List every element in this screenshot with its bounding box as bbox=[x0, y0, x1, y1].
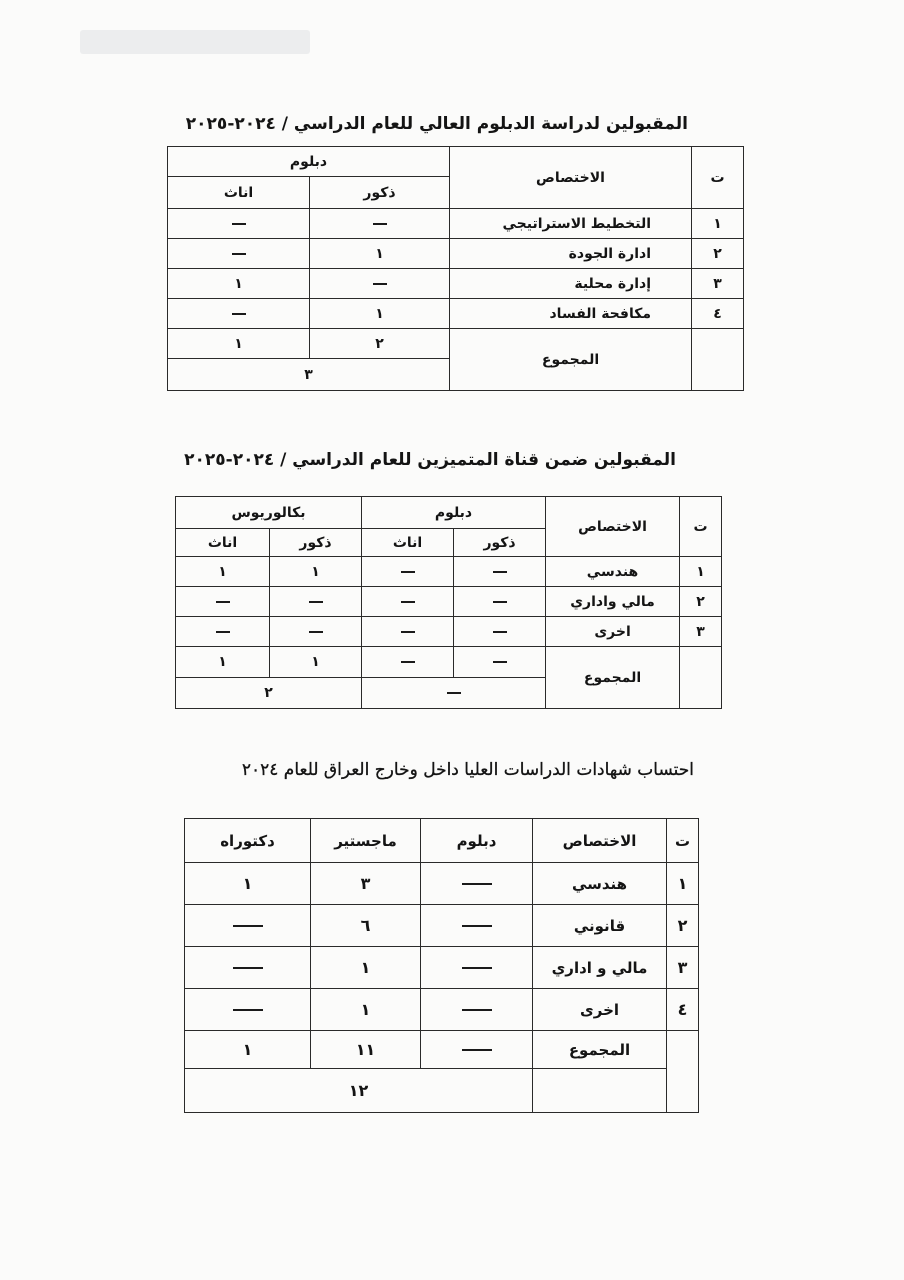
table-row bbox=[168, 209, 744, 239]
row-female: ١ bbox=[168, 269, 310, 299]
table-row bbox=[185, 989, 699, 1031]
row-bach-female bbox=[176, 617, 270, 647]
row-doctorate bbox=[185, 989, 311, 1031]
row-dip-female bbox=[362, 617, 454, 647]
dash-mark bbox=[401, 571, 415, 573]
header-specialization: الاختصاص bbox=[450, 147, 692, 209]
dash-mark bbox=[462, 1009, 492, 1012]
header-bachelor-male: ذكور bbox=[270, 529, 362, 557]
header-diploma-male: ذكور bbox=[454, 529, 546, 557]
dash-mark bbox=[493, 661, 507, 663]
row-num: ٢ bbox=[680, 587, 722, 617]
row-female bbox=[168, 239, 310, 269]
dash-mark bbox=[232, 253, 246, 255]
total-row bbox=[185, 1031, 699, 1069]
dash-mark bbox=[373, 223, 387, 225]
row-specialization: مالي و اداري bbox=[533, 947, 667, 989]
header-specialization: الاختصاص bbox=[533, 819, 667, 863]
grand-total: ١٢ bbox=[185, 1069, 533, 1113]
total-diploma bbox=[421, 1031, 533, 1069]
dash-mark bbox=[233, 925, 263, 928]
row-male bbox=[310, 269, 450, 299]
table-row bbox=[168, 239, 744, 269]
header-female: اناث bbox=[168, 177, 310, 209]
row-master: ٣ bbox=[311, 863, 421, 905]
postgraduate-certificates-table bbox=[184, 818, 699, 1113]
faded-header-mark bbox=[80, 30, 310, 54]
header-num: ت bbox=[680, 497, 722, 557]
row-num: ١ bbox=[667, 863, 699, 905]
header-master: ماجستير bbox=[311, 819, 421, 863]
row-bach-female bbox=[176, 587, 270, 617]
row-num: ٤ bbox=[692, 299, 744, 329]
header-doctorate: دكتوراه bbox=[185, 819, 311, 863]
row-num: ٣ bbox=[692, 269, 744, 299]
row-bach-male bbox=[270, 617, 362, 647]
row-num: ٣ bbox=[680, 617, 722, 647]
total-dip-male bbox=[454, 647, 546, 678]
total-bach-male: ١ bbox=[270, 647, 362, 678]
row-diploma bbox=[421, 947, 533, 989]
dash-mark bbox=[462, 925, 492, 928]
header-bachelor: بكالوريوس bbox=[176, 497, 362, 529]
row-bach-male: ١ bbox=[270, 557, 362, 587]
row-num: ٢ bbox=[692, 239, 744, 269]
grand-total-empty bbox=[533, 1069, 667, 1113]
dash-mark bbox=[401, 631, 415, 633]
total-bach-female: ١ bbox=[176, 647, 270, 678]
table-row bbox=[176, 557, 722, 587]
row-specialization: مالي واداري bbox=[546, 587, 680, 617]
dash-mark bbox=[493, 601, 507, 603]
row-male bbox=[310, 209, 450, 239]
distinguished-channel-table bbox=[175, 496, 722, 709]
table-row bbox=[185, 905, 699, 947]
total-label: المجموع bbox=[546, 647, 680, 709]
dash-mark bbox=[216, 631, 230, 633]
dash-mark bbox=[373, 283, 387, 285]
table-row bbox=[185, 947, 699, 989]
row-bach-female: ١ bbox=[176, 557, 270, 587]
total-num-empty bbox=[680, 647, 722, 709]
table-row bbox=[176, 587, 722, 617]
row-female bbox=[168, 299, 310, 329]
bachelor-sum: ٢ bbox=[176, 678, 362, 709]
header-diploma-female: اناث bbox=[362, 529, 454, 557]
dash-mark bbox=[493, 571, 507, 573]
row-num: ١ bbox=[692, 209, 744, 239]
row-master: ١ bbox=[311, 947, 421, 989]
total-male: ٢ bbox=[310, 329, 450, 359]
table1-title: المقبولين لدراسة الدبلوم العالي للعام الدراسي / ٢٠٢٤-٢٠٢٥ bbox=[185, 114, 688, 134]
row-specialization: اخرى bbox=[533, 989, 667, 1031]
table-row bbox=[168, 269, 744, 299]
grand-total-row bbox=[185, 1069, 699, 1113]
total-female: ١ bbox=[168, 329, 310, 359]
header-num: ت bbox=[667, 819, 699, 863]
row-specialization: التخطيط الاستراتيجي bbox=[450, 209, 692, 239]
row-master: ١ bbox=[311, 989, 421, 1031]
table-row bbox=[176, 617, 722, 647]
row-dip-male bbox=[454, 587, 546, 617]
dash-mark bbox=[493, 631, 507, 633]
row-master: ٦ bbox=[311, 905, 421, 947]
dash-mark bbox=[401, 661, 415, 663]
total-num-empty bbox=[667, 1031, 699, 1113]
row-specialization: اخرى bbox=[546, 617, 680, 647]
row-male: ١ bbox=[310, 299, 450, 329]
row-dip-male bbox=[454, 617, 546, 647]
table-row bbox=[168, 299, 744, 329]
header-bachelor-female: اناث bbox=[176, 529, 270, 557]
header-male: ذكور bbox=[310, 177, 450, 209]
dash-mark bbox=[309, 631, 323, 633]
table-row bbox=[185, 863, 699, 905]
row-specialization: مكافحة الفساد bbox=[450, 299, 692, 329]
row-specialization: ادارة الجودة bbox=[450, 239, 692, 269]
row-num: ٤ bbox=[667, 989, 699, 1031]
total-num-empty bbox=[692, 329, 744, 391]
total-row bbox=[176, 647, 722, 678]
dash-mark bbox=[462, 883, 492, 886]
dash-mark bbox=[233, 1009, 263, 1012]
table3-title: احتساب شهادات الدراسات العليا داخل وخارج العراق للعام ٢٠٢٤ bbox=[241, 760, 694, 780]
header-diploma: دبلوم bbox=[362, 497, 546, 529]
table2-title: المقبولين ضمن قناة المتميزين للعام الدراسي / ٢٠٢٤-٢٠٢٥ bbox=[184, 450, 676, 470]
diploma-sum bbox=[362, 678, 546, 709]
row-male: ١ bbox=[310, 239, 450, 269]
total-row bbox=[168, 329, 744, 359]
total-label: المجموع bbox=[533, 1031, 667, 1069]
dash-mark bbox=[309, 601, 323, 603]
header-diploma: دبلوم bbox=[421, 819, 533, 863]
row-num: ١ bbox=[680, 557, 722, 587]
row-doctorate bbox=[185, 947, 311, 989]
row-specialization: قانوني bbox=[533, 905, 667, 947]
dash-mark bbox=[447, 692, 461, 694]
row-specialization: هندسي bbox=[546, 557, 680, 587]
total-dip-female bbox=[362, 647, 454, 678]
row-specialization: هندسي bbox=[533, 863, 667, 905]
total-label: المجموع bbox=[450, 329, 692, 391]
row-num: ٢ bbox=[667, 905, 699, 947]
dash-mark bbox=[232, 313, 246, 315]
dash-mark bbox=[232, 223, 246, 225]
row-female bbox=[168, 209, 310, 239]
dash-mark bbox=[401, 601, 415, 603]
dash-mark bbox=[462, 1049, 492, 1052]
dash-mark bbox=[233, 967, 263, 970]
row-dip-female bbox=[362, 587, 454, 617]
row-bach-male bbox=[270, 587, 362, 617]
total-doctorate: ١ bbox=[185, 1031, 311, 1069]
dash-mark bbox=[216, 601, 230, 603]
header-num: ت bbox=[692, 147, 744, 209]
row-num: ٣ bbox=[667, 947, 699, 989]
higher-diploma-table bbox=[167, 146, 744, 391]
row-doctorate bbox=[185, 905, 311, 947]
row-diploma bbox=[421, 863, 533, 905]
row-doctorate: ١ bbox=[185, 863, 311, 905]
row-diploma bbox=[421, 905, 533, 947]
header-specialization: الاختصاص bbox=[546, 497, 680, 557]
row-diploma bbox=[421, 989, 533, 1031]
dash-mark bbox=[462, 967, 492, 970]
grand-total: ٣ bbox=[168, 359, 450, 391]
total-master: ١١ bbox=[311, 1031, 421, 1069]
row-dip-male bbox=[454, 557, 546, 587]
row-specialization: إدارة محلية bbox=[450, 269, 692, 299]
header-diploma: دبلوم bbox=[168, 147, 450, 177]
row-dip-female bbox=[362, 557, 454, 587]
